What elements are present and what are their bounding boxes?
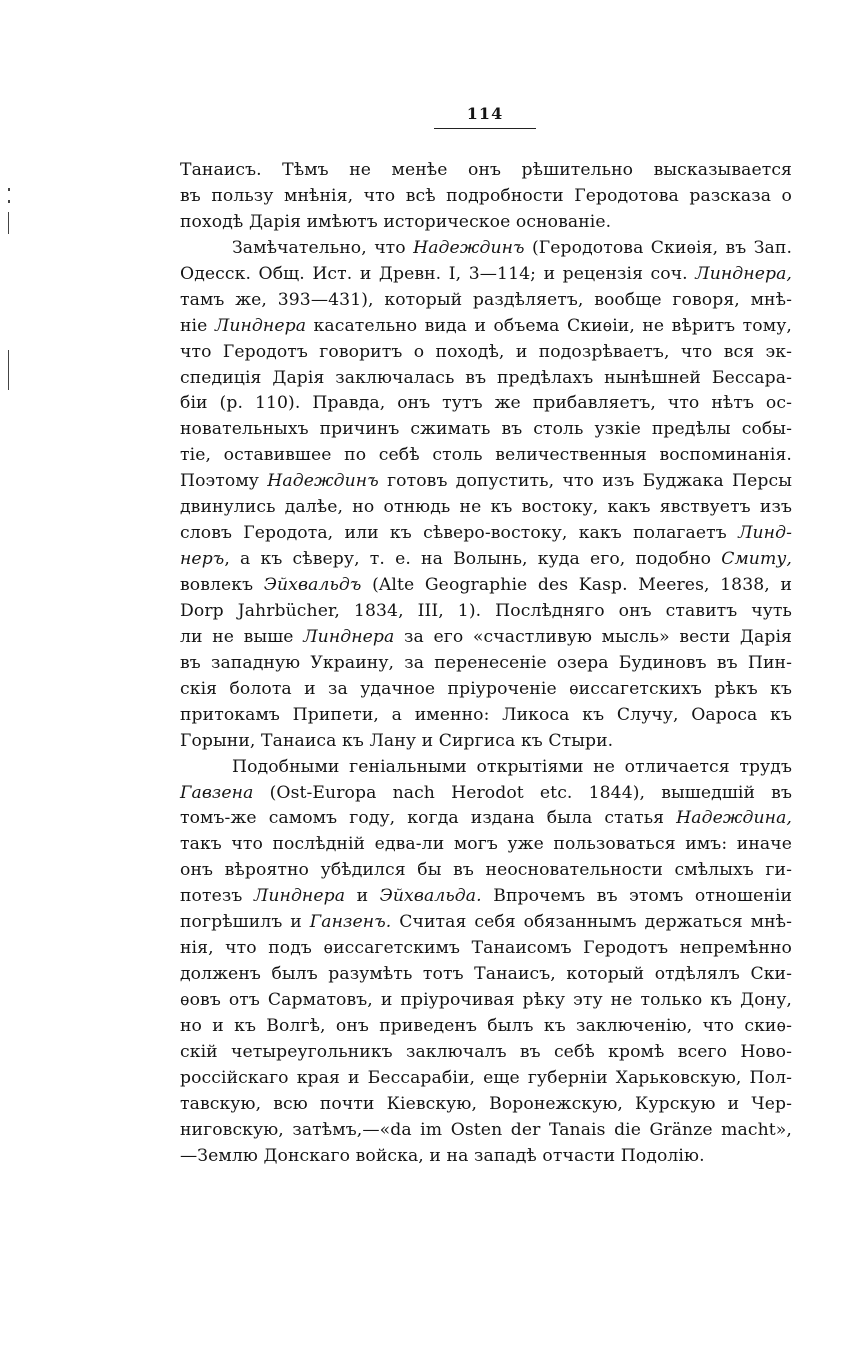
margin-mark xyxy=(8,200,10,203)
text-line xyxy=(180,806,792,832)
text-run: томъ-же самомъ году, когда издана была статья xyxy=(180,808,677,829)
text-run: Считая себя обязаннымъ держаться мнѣ- xyxy=(391,912,793,933)
text-line xyxy=(180,625,792,651)
text-line xyxy=(180,962,792,988)
text-line xyxy=(180,832,792,858)
text-line xyxy=(180,210,792,236)
text-line xyxy=(180,184,792,210)
text-run: —Землю Донскаго войска, и на западѣ отчасти Подолію. xyxy=(180,1145,705,1166)
text-run: въ западную Украину, за перенесеніе озера Будиновъ въ Пин- xyxy=(180,652,792,673)
margin-mark xyxy=(8,212,9,234)
text-run: но и къ Волгѣ, онъ приведенъ былъ къ заключенію, что скиѳ- xyxy=(180,1015,792,1036)
italic-name: Надеждинъ xyxy=(267,471,379,492)
text-run: Горыни, Танаиса къ Лану и Сиргиса къ Стыри. xyxy=(180,730,614,751)
text-run: Подобными геніальными открытіями не отличается трудъ xyxy=(232,756,792,777)
text-line xyxy=(180,1040,792,1066)
text-run: ніе xyxy=(180,315,215,336)
italic-name: Линднера xyxy=(303,626,395,647)
text-run: за его «счастливую мысль» вести Дарія xyxy=(394,626,792,647)
italic-name: Эйхвальдъ xyxy=(263,575,362,595)
text-run: тавскую, всю почти Кіевскую, Воронежскую, Курскую и Чер- xyxy=(180,1093,792,1114)
text-run: словъ Геродота, или къ сѣверо-востоку, какъ полагаетъ xyxy=(180,523,739,544)
text-run: погрѣшилъ и xyxy=(180,912,310,933)
italic-name: Линднера xyxy=(214,315,307,336)
text-run: (Alte Geographie des Kasp. Meeres, 1838, и xyxy=(361,575,792,595)
text-run: такъ что послѣдній едва-ли могъ уже пользоваться имъ: иначе xyxy=(180,834,792,855)
text-line xyxy=(180,599,792,625)
text-run: ли не выше xyxy=(180,626,304,647)
text-line xyxy=(180,495,792,521)
text-line xyxy=(180,1144,792,1170)
text-run: (Ost-Europa nach Herodot etc. 1844), вышедшій въ xyxy=(253,782,792,803)
text-line xyxy=(180,417,792,443)
text-run: онъ вѣроятно убѣдился бы въ неосновательности смѣлыхъ ги- xyxy=(180,860,792,881)
text-run: ѳовъ отъ Сарматовъ, и пріурочивая рѣку эту не только къ Дону, xyxy=(180,990,792,1010)
text-line xyxy=(180,391,792,417)
text-run: Замѣчательно, что xyxy=(232,237,414,258)
text-line xyxy=(180,755,792,781)
text-line xyxy=(180,573,792,599)
text-line xyxy=(180,1092,792,1118)
text-run: спедиція Дарія заключалась въ предѣлахъ нынѣшней Бессара- xyxy=(180,367,792,388)
italic-name: Линднера xyxy=(253,886,346,907)
page-number-rule xyxy=(434,128,536,129)
paragraph xyxy=(180,236,792,755)
margin-mark xyxy=(8,188,10,191)
text-run: Впрочемъ въ этомъ отношеніи xyxy=(481,886,793,907)
text-line xyxy=(180,443,792,469)
text-line xyxy=(180,236,792,262)
text-run: двинулись далѣе, но отнюдь не къ востоку, какъ явствуетъ изъ xyxy=(180,497,792,518)
text-line xyxy=(180,340,792,366)
text-line xyxy=(180,1014,792,1040)
italic-name: Линд- xyxy=(738,523,792,544)
text-run: притокамъ Припети, а именно: Ликоса къ Случу, Оароса къ xyxy=(180,704,792,725)
text-line xyxy=(180,781,792,807)
text-run: скій четыреугольникъ заключалъ въ себѣ кромѣ всего Ново- xyxy=(180,1041,792,1062)
text-line xyxy=(180,884,792,910)
italic-name: Эйхвальда. xyxy=(379,886,482,907)
text-line xyxy=(180,729,792,755)
text-run: долженъ былъ разумѣть тотъ Танаисъ, который отдѣлялъ Ски- xyxy=(180,964,792,985)
body-text xyxy=(180,158,792,1170)
italic-name: Надеждинъ xyxy=(413,237,525,258)
text-run: вовлекъ xyxy=(180,575,264,595)
text-line xyxy=(180,288,792,314)
text-run: Одесск. Общ. Ист. и Древн. I, 3—114; и рецензія соч. xyxy=(180,263,696,284)
text-run: потезъ xyxy=(180,886,254,907)
text-run: тіе, оставившее по себѣ столь величественныя воспоминанія. xyxy=(180,445,792,466)
text-line xyxy=(180,1118,792,1144)
text-run: новательныхъ причинъ сжимать въ столь узкіе предѣлы собы- xyxy=(180,419,792,440)
page-number: 114 xyxy=(466,104,504,123)
paragraph xyxy=(180,158,792,236)
text-line xyxy=(180,262,792,288)
text-run: (Геродотова Скиѳія, въ Зап. xyxy=(524,237,793,258)
text-line xyxy=(180,469,792,495)
text-run: Танаисъ. Тѣмъ не менѣе онъ рѣшительно высказывается xyxy=(180,160,792,180)
text-run: касательно вида и объема Скиѳіи, не вѣритъ тому, xyxy=(306,315,792,336)
text-run: готовъ допустить, что изъ Буджака Персы xyxy=(378,471,792,492)
text-run: скія болота и за удачное пріуроченіе ѳиссагетскихъ рѣкъ къ xyxy=(180,678,792,699)
italic-name: Надеждина, xyxy=(676,808,792,829)
text-run: нія, что подъ ѳиссагетскимъ Танаисомъ Геродотъ непремѣнно xyxy=(180,938,792,959)
text-line xyxy=(180,314,792,340)
text-line xyxy=(180,703,792,729)
text-run: , а къ сѣверу, т. е. на Волынь, куда его, подобно xyxy=(224,549,722,570)
text-line xyxy=(180,521,792,547)
text-run: Dorp Jahrbücher, 1834, III, 1). Послѣдняго онъ ставитъ чуть xyxy=(180,600,792,621)
text-run: въ пользу мнѣнія, что всѣ подробности Геродотова разсказа о xyxy=(180,185,792,206)
text-line xyxy=(180,988,792,1014)
text-run: ниговскую, затѣмъ,—«da im Osten der Tanais die Gränze macht», xyxy=(180,1119,792,1140)
text-line xyxy=(180,910,792,936)
italic-name: Ганзенъ. xyxy=(309,912,392,933)
text-line xyxy=(180,677,792,703)
text-line xyxy=(180,651,792,677)
text-run: походѣ Дарія имѣютъ историческое основаніе. xyxy=(180,211,612,232)
margin-mark xyxy=(8,350,9,390)
text-line xyxy=(180,158,792,184)
text-run: біи (p. 110). Правда, онъ тутъ же прибавляетъ, что нѣтъ ос- xyxy=(180,393,792,414)
text-run: что Геродотъ говоритъ о походѣ, и подозрѣваетъ, что вся эк- xyxy=(180,341,792,362)
text-line xyxy=(180,1066,792,1092)
italic-name: Линднера, xyxy=(695,263,792,284)
text-run: Поэтому xyxy=(180,471,268,492)
text-line xyxy=(180,547,792,573)
italic-name: неръ xyxy=(180,549,225,570)
text-line xyxy=(180,858,792,884)
italic-name: Гавзена xyxy=(180,782,254,803)
text-run: тамъ же, 393—431), который раздѣляетъ, вообще говоря, мнѣ- xyxy=(180,289,792,310)
text-run: и xyxy=(345,886,380,907)
text-line xyxy=(180,366,792,392)
italic-name: Смиту, xyxy=(721,549,792,570)
paragraph xyxy=(180,755,792,1170)
text-run: россійскаго края и Бессарабіи, еще губерніи Харьковскую, Пол- xyxy=(180,1067,792,1088)
text-line xyxy=(180,936,792,962)
